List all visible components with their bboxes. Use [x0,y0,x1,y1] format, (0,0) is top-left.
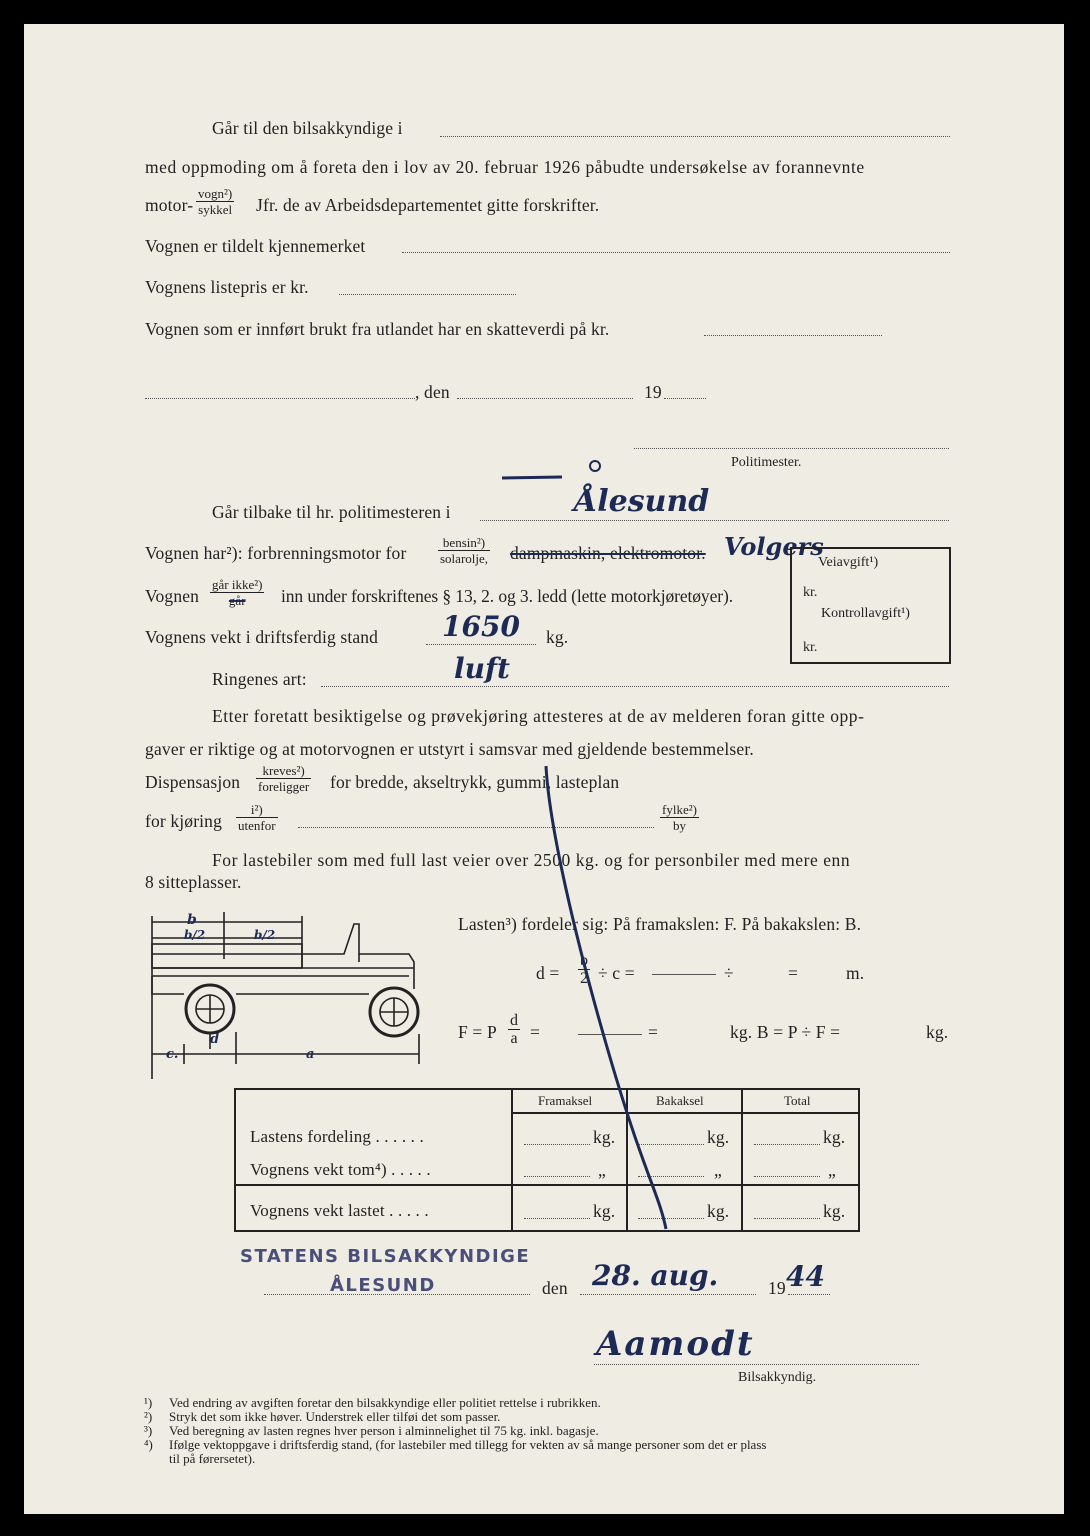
line-lastebiler-1: For lastebiler som med full last veier over 2500 kg. og for personbiler med mere enn [212,850,851,870]
table-divider-1 [511,1088,513,1230]
line-ringenes-art: Ringenes art: [212,669,307,689]
field-listepris[interactable] [339,294,516,295]
truck-label-b2a: b/2 [184,928,206,942]
field-bilsakkyndige-i[interactable] [440,136,950,137]
formula-f-eq: F = P [458,1022,497,1042]
cell-lastens-total-unit: kg. [823,1127,846,1147]
line-lastebiler-2: 8 sitteplasser. [145,872,242,892]
field-skatteverdi[interactable] [704,335,882,336]
cell-lastet-total-unit: kg. [823,1201,846,1221]
footnote-4-cont: til på førersetet). [169,1451,256,1466]
row-label-tom: Vognens vekt tom⁴) . . . . . [250,1160,431,1179]
truck-label-b2b: b/2 [254,928,276,942]
fraction-bensin-solarolje: bensin²) solarolje, [440,535,489,566]
col-header-framaksel: Framaksel [538,1093,593,1108]
formula-eq3: = [648,1022,659,1042]
label-den-signoff: den [542,1278,568,1298]
footnote-mark-2: ²) [144,1409,153,1424]
motor-prefix: motor- [145,195,194,215]
line-skatteverdi: Vognen som er innført brukt fra utlandet har en skatteverdi på kr. [145,319,610,339]
cell-lastens-total[interactable] [754,1144,820,1145]
field-politimester-i[interactable] [480,520,949,521]
field-date[interactable] [457,398,633,399]
stamp-line-2: ÅLESUND [330,1275,436,1296]
footnote-1: Ved endring av avgiften foretar den bilsakkyndige eller politiet rettelse i rubrikken. [169,1395,601,1410]
formula-div: ÷ [724,963,734,983]
formula-d-eq: d = [536,963,560,983]
label-politimester: Politimester. [731,455,802,470]
col-header-total: Total [784,1093,811,1108]
line-listepris: Vognens listepris er kr. [145,277,309,297]
line-forbrenningsmotor: Vognen har²): forbrenningsmotor for [145,543,407,563]
table-divider-3 [741,1088,743,1230]
cell-tom-total[interactable] [754,1176,820,1177]
truck-label-b: b [187,912,197,928]
formula-kg-end: kg. [926,1022,949,1042]
truck-label-d: d [210,1032,220,1047]
line-jfr: Jfr. de av Arbeidsdepartementet gitte forskrifter. [256,195,600,215]
label-19: 19 [644,382,662,402]
line-dispensasjon: for bredde, akseltrykk, gummi, lasteplan [330,772,620,792]
field-politimester-signature[interactable] [634,448,949,449]
formula-eq2: = [530,1022,541,1042]
fraction-kreves: kreves²) foreligger [258,763,310,794]
field-signature[interactable] [594,1364,919,1365]
diagonal-pen-stroke [524,764,684,1234]
cell-tom-total-unit: „ [828,1160,836,1180]
row-label-lastet: Vognens vekt lastet . . . . . [250,1201,429,1220]
fraction-vogn-sykkel: vogn²) sykkel [198,186,233,217]
cell-tom-fram-unit: „ [598,1160,606,1180]
cell-lastet-fram-unit: kg. [593,1201,616,1221]
handwritten-date: 28. aug. [592,1259,719,1292]
handwritten-year: 44 [786,1260,825,1293]
label-kg-vekt: kg. [546,627,569,647]
handwritten-dash [500,456,610,486]
label-den: , den [415,382,450,402]
formula-eq: = [788,963,799,983]
formula-m: m. [846,963,865,983]
cell-tom-bak-unit: „ [714,1160,722,1180]
fraction-d-a: $\frac{d}{a}$ [510,1012,518,1047]
line-forskriftenes: inn under forskriftenes § 13, 2. og 3. ledd (lette motorkjøretøyer). [281,586,733,606]
handwritten-1650: 1650 [442,610,520,643]
cell-lastens-fram-unit: kg. [593,1127,616,1147]
struck-dampmaskin: dampmaskin, elektromotor. [510,543,706,563]
line-gar-til: Går til den bilsakkyndige i [212,118,403,138]
field-stamp-place[interactable] [264,1294,530,1295]
stamp-line-1: STATENS BILSAKKYNDIGE [240,1246,531,1267]
line-vekt: Vognens vekt i driftsferdig stand [145,627,379,647]
row-label-lastens: Lastens fordeling . . . . . . [250,1127,424,1146]
col-header-bakaksel: Bakaksel [656,1093,704,1108]
cell-lastet-total[interactable] [754,1218,820,1219]
footnote-3: Ved beregning av lasten regnes hver person i alminnelighet til 75 kg. inkl. bagasje. [169,1423,599,1438]
handwritten-volgers: Volgers [724,532,824,561]
line-kjennemerket: Vognen er tildelt kjennemerket [145,236,366,256]
label-kontrollavgift: Kontrollavgift¹) [821,606,910,621]
label-veiavgift-kr: kr. [803,585,818,600]
footnote-2: Stryk det som ikke høver. Understrek eller tilføi det som passer. [169,1409,501,1424]
line-gar-tilbake: Går tilbake til hr. politimesteren i [212,502,451,522]
label-19-signoff: 19 [768,1278,786,1298]
field-vekt[interactable] [426,644,536,645]
line-oppmoding: med oppmoding om å foreta den i lov av 20. februar 1926 påbudte undersøkelse av forannevnte [145,157,865,177]
label-veiavgift: Veiavgift¹) [818,555,879,570]
field-signoff-date[interactable] [580,1294,756,1295]
label-bilsakkyndig: Bilsakkyndig. [738,1370,817,1385]
truck-label-c: c. [166,1047,179,1062]
truck-label-a: a [306,1047,315,1062]
field-ringenes-art[interactable] [321,686,949,687]
field-place[interactable] [145,398,415,399]
kjoring-label: for kjøring [145,811,222,831]
signature-bilsakkyndig: Aamodt [596,1324,755,1364]
line-etter-1: Etter foretatt besiktigelse og prøvekjøring attesteres at de av melderen foran gitte opp- [212,706,865,726]
fraction-gar-ikke: går ikke²) går [212,577,263,608]
cell-lastet-bak-unit: kg. [707,1201,730,1221]
handwritten-luft: luft [454,652,510,685]
fraction-i-utenfor: i²) utenfor [238,802,276,833]
line-etter-2: gaver er riktige og at motorvognen er utstyrt i samsvar med gjeldende bestemmelser. [145,739,754,759]
form-page [24,24,1064,1514]
formula-kg-b: kg. B = P ÷ F = [730,1022,841,1042]
field-kjennemerket[interactable] [402,252,950,253]
footnote-4: Ifølge vektoppgave i driftsferdig stand, (for lastebiler med tillegg for vekten av så mange personer som det er plass [169,1437,767,1452]
footnote-mark-1: ¹) [144,1395,153,1410]
label-kontrollavgift-kr: kr. [803,640,818,655]
formula-d-rest: ÷ c = [598,963,635,983]
field-year[interactable] [664,398,706,399]
footnote-mark-3: ³) [144,1423,153,1438]
vognen-label: Vognen [145,586,200,606]
line-lasten: Lasten³) fordeler sig: På framakslen: F. På bakakslen: B. [458,914,862,934]
cell-lastens-bak-unit: kg. [707,1127,730,1147]
field-signoff-year[interactable] [788,1294,830,1295]
fraction-b-2: $\frac{b}{2}$ [580,952,588,987]
footnote-mark-4: ⁴) [144,1437,153,1452]
handwritten-alesund: Ålesund [574,484,710,519]
fraction-fylke-by: fylke²) by [662,802,697,833]
dispensasjon-label: Dispensasjon [145,772,241,792]
